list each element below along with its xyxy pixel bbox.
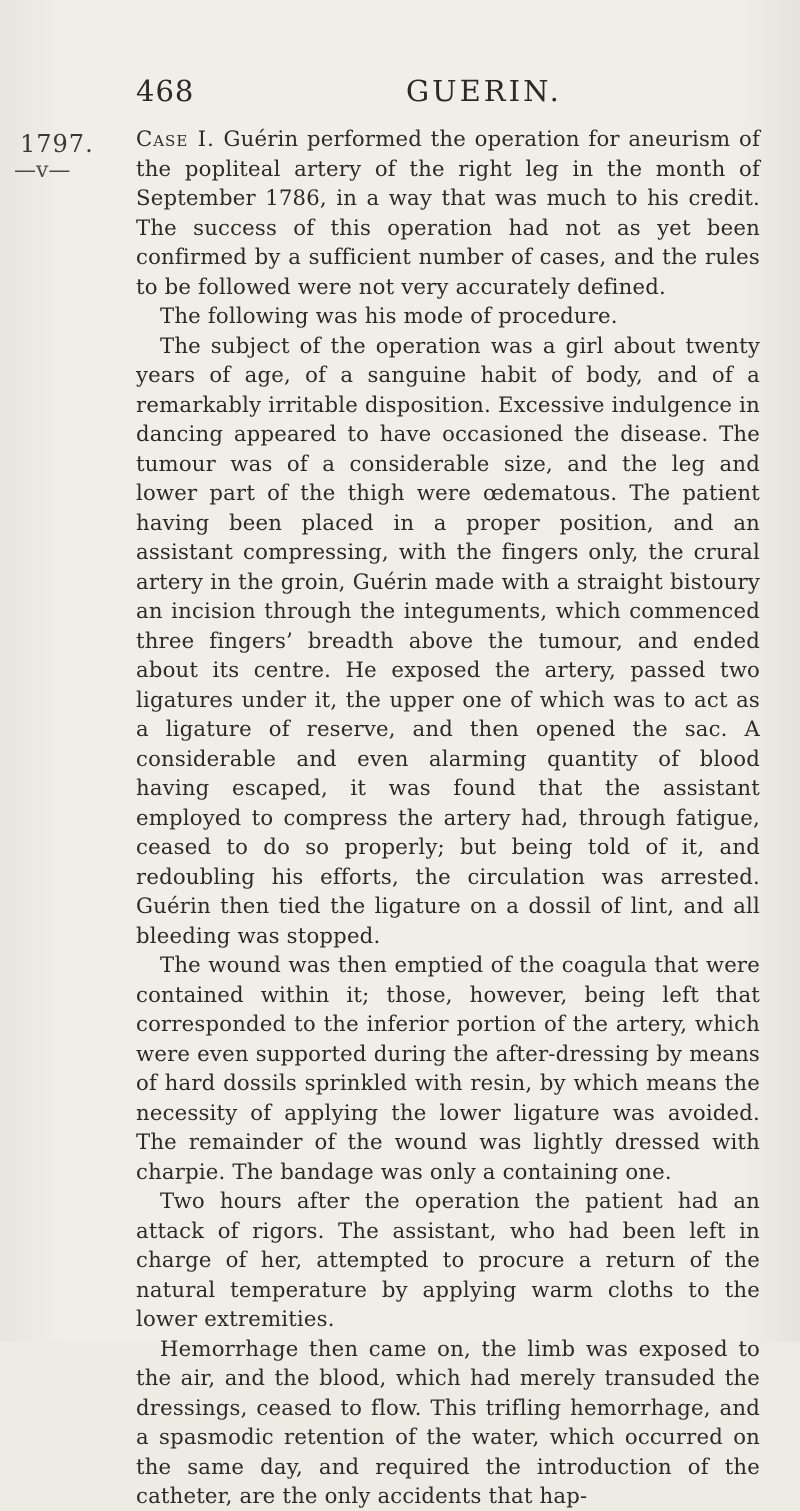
paragraph-rigors: Two hours after the operation the patient had an attack of rigors. The assistant, who had been left in charge of her, attempted to procure a return of the natural temperature by applying warm cloths to the lower extremities. bbox=[136, 1188, 760, 1331]
margin-year: 1797. bbox=[20, 130, 94, 158]
paragraph-case-1 bbox=[136, 124, 760, 301]
case-label: Case I. bbox=[136, 126, 215, 151]
paragraph-text: Guérin performed the operation for aneurism of the popliteal artery of the right leg in the month of September 1786, in a way that was much to his credit. The success of this operation had not as yet been confirmed by a sufficient number of cases, and the rules to be followed were not very accurately defined. bbox=[136, 126, 760, 299]
paragraph-procedure-intro: The following was his mode of procedure. bbox=[160, 303, 618, 328]
running-head: GUERIN. bbox=[406, 74, 562, 108]
paragraph-subject: The subject of the operation was a girl about twenty years of age, of a sanguine habit of body, and of a remarkably irritable disposition. Excessive indulgence in dancing appeared to have occasioned the disease. The tumour was of a considerable size, and the leg and lower part of the thigh were œdematous. The patient having been placed in a proper position, and an assistant compressing, with the fingers only, the crural artery in the groin, Guérin made with a straight bistoury an incision through the integuments, which commenced three fingers’ breadth above the tumour, and ended about its centre. He exposed the artery, passed two ligatures under it, the upper one of which was to act as a ligature of reserve, and then opened the sac. A considerable and even alarming quantity of blood having escaped, it was found that the assistant employed to compress the artery had, through fatigue, ceased to do so properly; but being told of it, and redoubling his efforts, the circulation was arrested. Guérin then tied the ligature on a dossil of lint, and all bleeding was stopped. bbox=[136, 332, 760, 948]
margin-brace: —v— bbox=[14, 158, 71, 183]
paragraph-hemorrhage: Hemorrhage then came on, the limb was exposed to the air, and the blood, which had merely transuded the dressings, ceased to flow. This trifling hemorrhage, and a spasmodic retention of the water, which occurred on the same day, and required the introduction of the catheter, are the only accidents that hap- bbox=[136, 1335, 760, 1508]
page-number: 468 bbox=[136, 74, 195, 108]
paragraph-wound: The wound was then emptied of the coagula that were contained within it; those, however, being left that corresponded to the inferior portion of the artery, which were even supported during the after-dressing by means of hard dossils sprinkled with resin, by which means the necessity of applying the lower ligature was avoided. The remainder of the wound was lightly dressed with charpie. The bandage was only a containing one. bbox=[136, 952, 760, 1184]
page-header bbox=[136, 74, 756, 114]
body-text bbox=[136, 124, 760, 1511]
